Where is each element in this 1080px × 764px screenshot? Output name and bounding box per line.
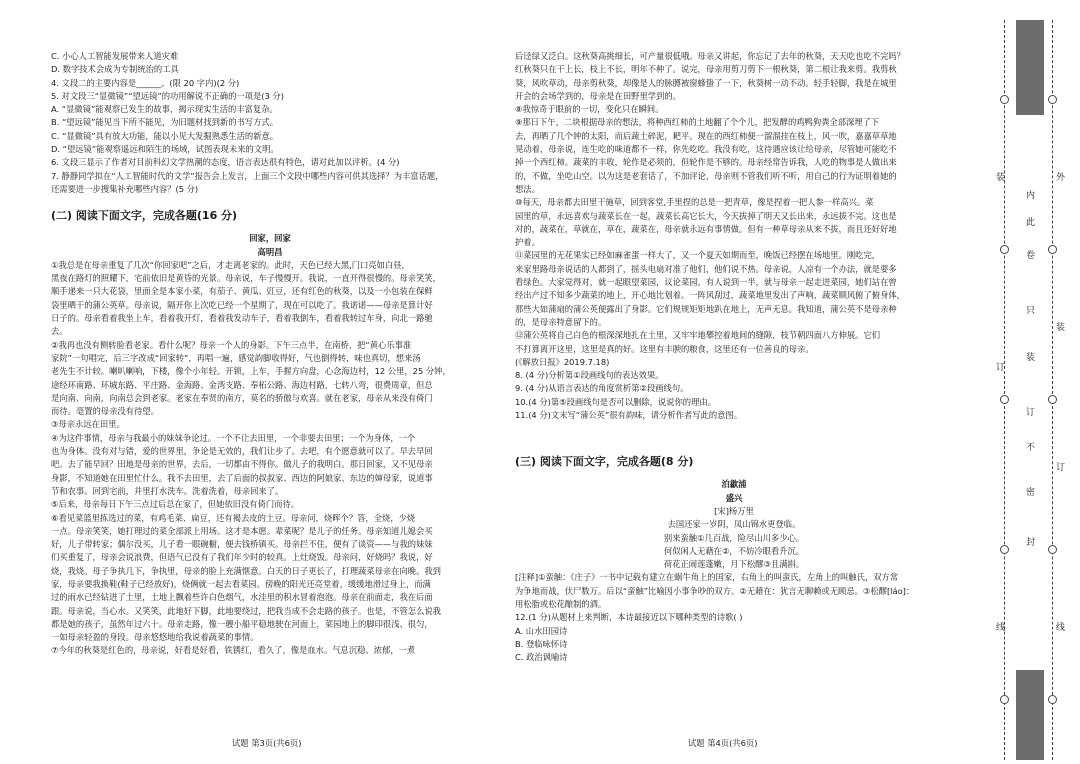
text-line: ⑨那日下午，二块根据母亲的想法，将种西红柿的土地翻了个个儿，把发酵的鸡鸭狗粪全部深埋了下 [515, 117, 880, 128]
section-heading: (二) 阅读下面文字，完成各题(16 分) [51, 209, 238, 223]
binding-hole-circle [1048, 245, 1057, 254]
strip-shade-bottom [1016, 670, 1044, 760]
binding-hole-circle [1000, 395, 1009, 404]
text-line: 高明昌 [257, 246, 283, 257]
text-line: 9. (4 分)从语言表达的角度赏析第②段画线句。 [515, 383, 689, 394]
text-line: 何似闲人无藉在②，不妨冷眼看升沉。 [663, 545, 805, 556]
text-line: 一点。母亲笑笑，她打理过的菜全部派上用场。这才是本愿。辈菜呢？是儿子的任务。母亲知道儿媳会买 [51, 525, 433, 536]
text-line: 开会的会场学到的，母亲是在田野里学到的。 [515, 90, 681, 101]
strip-shade-top [1016, 20, 1044, 115]
binding-hole-circle [1000, 95, 1009, 104]
binding-hole-circle [1048, 395, 1057, 404]
text-line: 12.(1 分)从题材上来判断，本诗最接近以下哪种类型的诗歌( ) [515, 612, 743, 623]
text-line: ⑩每天，母亲都去田里干施草，回到客堂,手里捏的总是一把青草，像是捏着一把人参一样高兴。菜 [515, 197, 874, 208]
text-line: 来家里路母亲说话的人都到了，摇头电扇对准了他们，他们说不热。母亲说，人凉有一个办法，就是要多 [515, 263, 897, 274]
text-line: 别来蛮触①几百战，险尽山川多少心。 [663, 532, 805, 543]
spacer [515, 470, 953, 478]
text-line: ⑥看见菜篮里拣选过的菜，有鸡毛菜、扁豆，还有褐去皮的土豆。母亲问，烧晖个？答，全烧，少烧 [51, 512, 416, 523]
text-line: 家，母亲要我换鞋(鞋子已经放好)，烧俩就一起去看菜园。傍晚的阳光还亮堂着，缓缓地滑过身上，而满 [51, 578, 431, 589]
text-line: 途经环南路、环城东路、平庄路、金海路、金湾支路、奉柘公路、海边村路，七转八弯，很费周章，但总 [51, 379, 433, 390]
text-line: 7. 静静同学拟在“人工智能时代的文学”报告会上发言，上面三个文段中哪些内容可供其选择？为丰富话题， [51, 170, 444, 181]
text-line: 黑夜在路灯的照耀下，宅前依旧是黄昏的光景。母亲说，车子慢慢开。我说，一直开得很慢的。母亲笑笑， [51, 273, 441, 284]
strip-label: 封 [1026, 538, 1036, 548]
text-line: 过的雨水已经钻进了土里，土地上飘着些许白色烟气，水洼里的积水冒着泡泡。母亲在前面走，我在后面 [51, 592, 433, 603]
text-line: 对的，蔬菜在，草就在，草在，蔬菜在，母亲就永远有事情做。但有一种草母亲从来不拔，而且还好好地 [515, 223, 897, 234]
spacer [515, 422, 953, 434]
text-line: 是向南、向南，向南总会到老家。老家在奉贤的南方，莫名的骄傲与欢喜。就在老家，母亲从来没有倚门 [51, 392, 433, 403]
page-footer-right: 试题 第4页(共6页) [688, 738, 758, 748]
text-line: 护着。 [515, 237, 540, 248]
text-line: 泊歙浦 [721, 479, 747, 490]
text-line: 顺手递来一只大花袋，里面全是本家小菜，有茄子、黄瓜、豇豆，还有红色的秋葵，以及一小包装在保鲜 [51, 286, 433, 297]
spacer [515, 446, 953, 454]
text-line: 去。 [51, 326, 68, 337]
text-line: 6. 文段三显示了作者对目前科幻文学热潮的态度，语言表达很有特色，请对此加以评析。(4 分) [51, 157, 400, 168]
text-line: C. 小心人工智能发展带来人道灾难 [51, 51, 179, 61]
text-line: B. “望远镜”能见当下所不能见，为旧题材找到新的书写方式。 [51, 117, 278, 128]
outer-dashed-line [1052, 20, 1053, 760]
text-line: [宋]杨万里 [714, 505, 754, 516]
text-line: 红秋葵只在干上长，枝上不长，明年不种了。说完，母亲用剪刀剪下一根秋葵，第二根让我来剪。我剪秋 [515, 64, 897, 75]
text-line: 园里的草，永远喜欢与蔬菜长在一起，蔬菜长高它长大，今天拔掉了明天又长出来，永远拔不完。这也是 [515, 210, 897, 221]
text-line: 盛兴 [725, 492, 743, 503]
text-line: 一如母亲轻盈的身段。母亲悠悠地给我说着蔬菜的事情。 [51, 632, 259, 643]
text-line: 荷花正闹莲蓬嫩，月下松醪③且满斟。 [663, 559, 805, 570]
text-line: 还需要进一步搜集补充哪些内容？(5 分) [51, 183, 199, 194]
text-line: 看绿色。大家觉得对，就一起眼望菜园，议论菜园。有人说到一半，就与母亲一起走进菜园，她们站在曾 [515, 277, 897, 288]
text-line: ⑪菜园里的无花果实已经如麻雀蛋一样大了，又一个夏天如期而至，晚饭已经摆在场地里。刚吃完， [515, 250, 881, 261]
text-line: D. “望远镜”能观察遥远和陌生的场域，试图表现未来的文明。 [51, 144, 279, 155]
strip-label: 此 [1026, 218, 1036, 228]
text-line: 4. 文段二的主要内容是______。(限 20 字内)(2 分) [51, 77, 240, 88]
binding-hole-circle [1048, 545, 1057, 554]
text-line: 们买重复了，母亲会说浪费，但语气已没有了我们年少时的较真。上灶烧饭。母亲问，好烧吗？我说，好 [51, 552, 433, 563]
text-line: 回家，回家 [249, 233, 291, 244]
text-line: 袋里晒干的蒲公英草。母亲说，隔开你上次吃已经一个星期了，现在可以吃了。我诺诺——母亲是算计好 [51, 299, 433, 310]
text-line: 家院”一句唱完，后三字改成“回家转”，再唱一遍，感觉韵脚收得好，气也倒得转，味也真切，想来汤 [51, 352, 421, 363]
binding-strip [990, 20, 1072, 760]
section-heading: (三) 阅读下面文字，完成各题(8 分) [515, 455, 694, 469]
text-line: 日子的。母亲看着我坐上车，看着我开灯，看着我发动车子，看着我倒车，看着我转过车身，向北一路驰 [51, 313, 433, 324]
text-line: 经出产过不知多少蔬菜的地上，开心地比划着。一阵风刮过，蔬菜地里发出了声响，蔬菜顺风俯了俯身体， [515, 290, 905, 301]
strip-label: 密 [1026, 488, 1036, 498]
inner-dashed-line [1004, 20, 1005, 760]
inner-line-label: 装 [996, 173, 1006, 183]
text-line: 好，儿子带转家；偶尔没买，儿子看一眼碗橱，便去钱桥镇买。母亲拦不住，便有了谈资——与我的妹妹 [51, 539, 433, 550]
text-line: 葵，风吹草动，母亲剪秋葵，却像是人的脉膊被窗蜂蛰了一下，秋葵树一动不动。轻手轻脚，我是在城里 [515, 77, 897, 88]
text-line: (《解放日报》2019.7.18) [515, 356, 610, 367]
text-line: 10.(4 分)第⑤段画线句是否可以删除，说说你的理由。 [515, 396, 716, 407]
text-line: 掉一个西红柿。蔬菜的丰收，轮作是必须的，但轮作是不够的。母亲经常告诉我，人吃的物事是人做出来 [515, 157, 897, 168]
text-line: ⑫蒲公英将自己白色的根深深地扎在土里，又牢牢地攀控着地间的缝隙，枝节朝四面八方伸展。它们 [515, 330, 881, 341]
text-line: 想法。 [515, 183, 540, 194]
text-line: 晃动着，母亲说，连生吃的味道都不一样，你先吃吃。我没有吃，这待遇应该让给母亲，尽管她可能吃不 [515, 144, 897, 155]
spacer [51, 224, 489, 232]
text-line: 11.(4 分)文末写“蒲公英”很有韵味，请分析作者写此的意图。 [515, 410, 743, 421]
text-line: [注释]①蛮触：《庄子》一书中记载有建立在蜗牛角上的国家，右角上的叫蛮氏，左角上的叫触氏，双方常 [515, 572, 899, 583]
text-line: 的，是母亲特意留下的。 [515, 316, 607, 327]
binding-hole-circle [1048, 695, 1057, 704]
text-line: ①我总是在母亲重复了几次“你回家吧”之后，才走离老家的。此时，天色已经大黑,门口亮如白昼， [51, 259, 410, 270]
binding-hole-circle [1048, 95, 1057, 104]
binding-hole-circle [1000, 545, 1009, 554]
outer-line-label: 线 [1056, 623, 1066, 633]
text-line: 8. (4 分)分析第①段画线句的表达效果。 [515, 370, 664, 381]
page-footer-left: 试题 第3页(共6页) [232, 738, 302, 748]
text-line: 为争地而战，伏尸数万。后以“蛮触”比喻因小事争吵的双方。②无藉在：犹言无聊赖或无顾忌。③松醪[láo]： [515, 585, 915, 596]
strip-label: 卷 [1026, 251, 1036, 261]
text-line: ⑧我惊奇于眼前的一切，变化只在瞬间。 [515, 104, 664, 115]
binding-hole-circle [1000, 695, 1009, 704]
text-line: D. 数字技术会成为专制统治的工具 [51, 64, 179, 75]
text-line: ③母亲永远在田里。 [51, 419, 125, 430]
text-line: 吧。去了能早回？田地是母亲的世界，去后，一切都由不得你。做儿子的我明白。那日回家，又不见母亲 [51, 459, 433, 470]
text-line: C. 政治讽喻诗 [515, 652, 568, 663]
text-line: A. “显微镜”能观察已发生的故事，揭示现实生活的丰富复杂。 [51, 104, 278, 115]
strip-label: 订 [1026, 408, 1036, 418]
text-line: C. “显微镜”具有放大功能，能以小见大发掘熟悉生活的新意。 [51, 130, 279, 141]
binding-hole-circle [1000, 245, 1009, 254]
text-line: ⑤后来，母亲每日下午三点过后总在家了，但她依旧没有倚门而待。 [51, 499, 300, 510]
text-line: 也为身体。没有对与错，爱的世界里，争论是无效的，我们让步了。去吧，有个愿意就可以了。早去早回 [51, 446, 433, 457]
spacer [51, 196, 489, 208]
text-line: 去国还家一岁阴，凤山锦水更登临。 [667, 519, 801, 530]
text-line: 去，再晒了几个钟的太阳，而后蔬土碎泥，耙平。现在的西红柿便一溜溜挂在枝上，风一吹，嘉嘉草草地 [515, 130, 897, 141]
text-line: 后迳绿又泛白。这秋葵高挑细长，可产量很低哦。母亲又讲起，你忘记了去年的秋葵，天天吃也吃不完吗？ [515, 51, 905, 61]
outer-line-label: 订 [1056, 463, 1066, 473]
outer-line-label: 装 [1056, 323, 1066, 333]
text-line: 身影，不知道她在田里忙什么。我不去田里，去了后面的叔叔家、西边的阿娘家、东边的婶母家，说道事 [51, 472, 433, 483]
text-line: 那些大如蒲扇的蒲公英便露出了身影。它们规规矩矩地趴在地上，无声无息。我知道，蒲公英不是母亲种 [515, 303, 897, 314]
text-line: 不打算离开这里，这里是真的好。这里有丰腴的粮食，这里还有一位善良的母亲。 [515, 343, 814, 354]
text-line: B. 登临咏怀诗 [515, 638, 568, 649]
spacer [515, 434, 953, 446]
text-line: ④为这件事情，母亲与我最小的妹妹争论过。一个不让去田里，一个非要去田里；一个为身体，一个 [51, 432, 416, 443]
text-line: 老先生不计较。喇叭喇响，下楼，像个小年轻。开锁，上车，手握方向盘，心念海边村，12 公里，25 分钟， [51, 366, 451, 377]
text-line: 都是她的孩子，虽然年过六十。母亲走路，像一艘小船平稳地驶在河面上，菜园地上的脚印很浅、很匀， [51, 618, 433, 629]
text-line: 用松脂或松花酿制的酒。 [515, 598, 607, 609]
text-line: 而待。毫置的母亲没有待望。 [51, 406, 159, 417]
text-line: 5. 对文段三“显微镜”“望远镜”的功用解说不正确的一项是(3 分) [51, 90, 284, 101]
outer-line-label: 外 [1056, 173, 1066, 183]
text-line: 节和农事。回到宅前，并里打水洗车。洗着洗着，母亲回来了。 [51, 485, 284, 496]
text-line: ②我再也没有侧转脸看老家。看什么呢？母亲一个人的身影。下午三点半，在南桥，把“黄心乐事准 [51, 339, 412, 350]
inner-line-label: 线 [996, 623, 1006, 633]
strip-label: 不 [1026, 443, 1036, 453]
left-page-column [51, 50, 489, 715]
text-line: 跟。母亲说，当心水。又笑笑，此地好下脚，此地要绕过，把我当成不会走路的孩子。也是，不管怎么说我 [51, 605, 441, 616]
text-line: 的，不做，坐吃山空。以为这是老套话了，不加评论，母亲则不管我们听不听，用自己的行为证明着她的 [515, 170, 897, 181]
text-line: 烧，我烧。母子争执几下，争执里，母亲的脸上充满惬意。白天的日子更长了，打理蔬菜母亲在向晚。我到 [51, 565, 441, 576]
strip-label: 装 [1026, 353, 1036, 363]
text-line: A. 山水田园诗 [515, 625, 568, 636]
text-line: ⑦今年的秋葵是红色的，母亲说，好看是好看，铁锈红，看久了，像是血水。气息沉稳、浓郁，一煮 [51, 645, 416, 656]
strip-label: 内 [1026, 191, 1036, 201]
right-page-column [515, 50, 953, 715]
strip-label: 只 [1026, 306, 1036, 316]
inner-line-label: 订 [996, 363, 1006, 373]
